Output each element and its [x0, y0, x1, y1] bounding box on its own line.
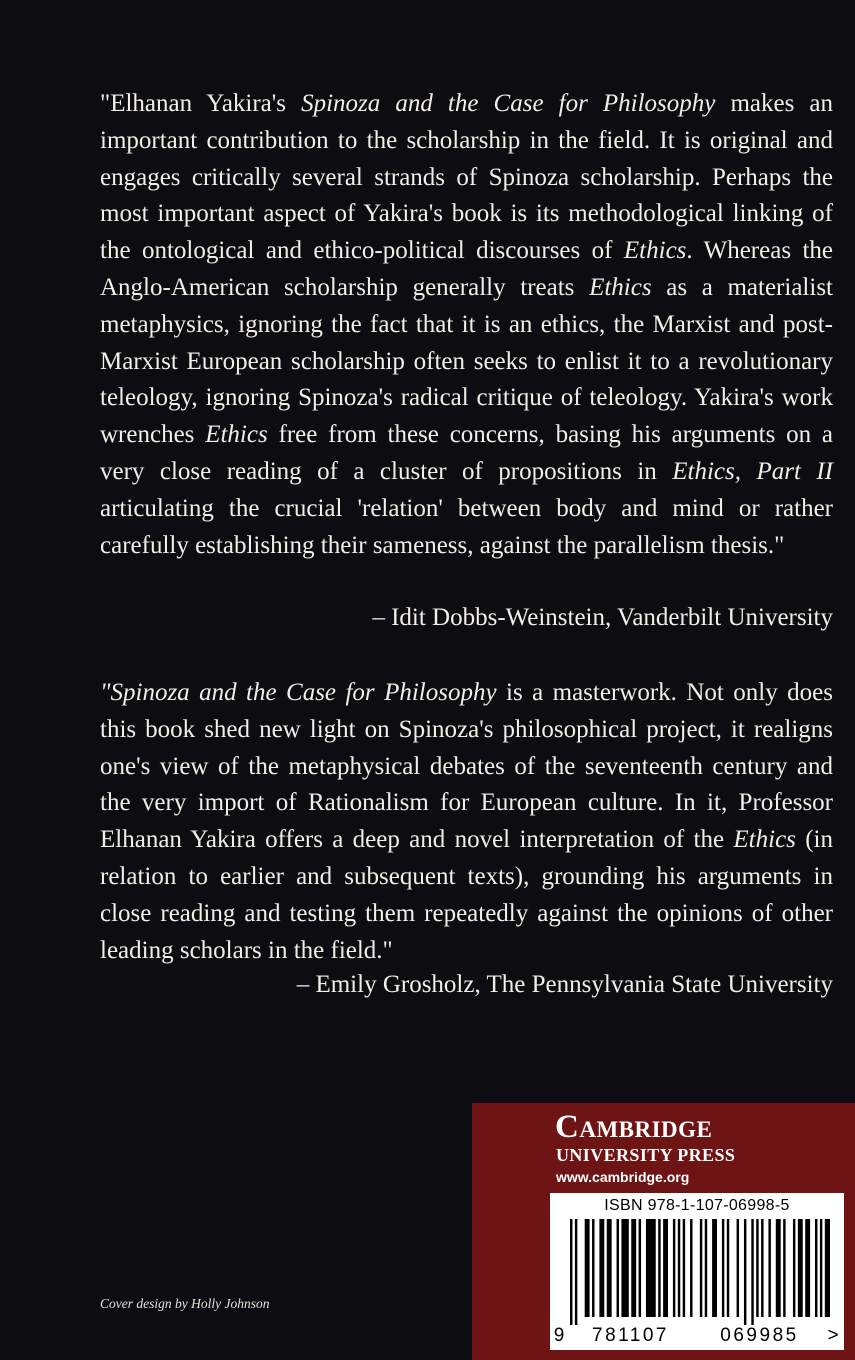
barcode-bar — [783, 1219, 785, 1317]
barcode-bar — [592, 1219, 594, 1317]
barcode-bar — [776, 1219, 781, 1317]
barcode-bar — [815, 1219, 817, 1317]
barcode-bar — [820, 1219, 822, 1317]
barcode-bar — [585, 1219, 590, 1317]
barcode-bar — [617, 1219, 619, 1317]
quote-text: as a materialist metaphysics, ignoring the fact that it is an ethics, the Marxist and post-Marxist European scholarship often seeks to enlist it to a revolutionary teleology, ignoring Spinoza's radical critique of teleology. Yakira's work wrenches — [100, 273, 833, 449]
italic-ethics: Ethics — [733, 826, 796, 854]
barcode-bar — [570, 1219, 572, 1325]
barcode-bar — [805, 1219, 810, 1317]
quote-1-attribution: – Idit Dobbs-Weinstein, Vanderbilt University — [372, 604, 833, 631]
review-quote-2 — [100, 675, 833, 969]
barcode-bar — [825, 1219, 830, 1317]
italic-ethics: Ethics — [205, 421, 268, 449]
barcode-bar — [756, 1219, 758, 1317]
barcode-group-left: 781107 — [592, 1325, 669, 1346]
barcode-bar — [631, 1219, 636, 1317]
barcode-bar — [673, 1219, 675, 1317]
barcode-arrow: > — [827, 1325, 839, 1346]
barcode-bar — [700, 1219, 702, 1317]
publisher-subtitle: UNIVERSITY PRESS — [556, 1145, 736, 1165]
barcode-bar — [646, 1219, 656, 1317]
barcode-bar — [639, 1219, 641, 1317]
cover-design-credit: Cover design by Holly Johnson — [100, 1296, 270, 1311]
barcode-bar — [727, 1219, 729, 1317]
barcode-bar — [690, 1219, 692, 1317]
barcode-bar — [722, 1219, 724, 1317]
barcode-bar — [705, 1219, 707, 1317]
barcode-bar — [575, 1219, 577, 1325]
barcode-bar — [793, 1219, 795, 1317]
barcode-bar — [751, 1219, 753, 1325]
barcode-bar — [599, 1219, 604, 1317]
quote-text: (in relation to earlier and subsequent texts), grounding his arguments in close reading and testing them repeatedly against the opinions of other leading scholars in the field." — [100, 826, 833, 964]
barcode-bar — [744, 1219, 746, 1325]
quote-text: is a masterwork. Not only does this book shed new light on Spinoza's philosophical project, it realigns one's view of the metaphysical debates of the seventeenth century and the very import of Rationalism for European culture. In it, Professor Elhanan Yakira offers a deep and novel interpretation of the — [100, 679, 833, 854]
book-title: "Spinoza and the Case for Philosophy — [100, 679, 497, 706]
barcode-bars — [564, 1219, 830, 1325]
quote-text: "Elhanan Yakira's — [100, 90, 302, 117]
barcode-bar — [798, 1219, 803, 1317]
quote-text: . Whereas the Anglo-American scholarship generally treats — [100, 237, 834, 301]
quote-text: articulating the crucial 'relation' between body and mind or rather carefully establishing their sameness, against the parallelism thesis." — [100, 494, 833, 559]
barcode-bar — [712, 1219, 717, 1317]
barcode-bar — [658, 1219, 660, 1317]
barcode-digits — [550, 1325, 844, 1347]
barcode-bar — [768, 1219, 770, 1317]
quote-2-attribution: – Emily Grosholz, The Pennsylvania State University — [296, 971, 833, 998]
barcode-bar — [621, 1219, 628, 1317]
quote-text: free from these concerns, basing his arguments on a very close reading of a cluster of propositions in — [100, 421, 833, 485]
italic-ethics-part: Ethics, Part II — [672, 457, 834, 485]
barcode-bar — [678, 1219, 680, 1317]
barcode-bar — [683, 1219, 685, 1317]
italic-ethics: Ethics — [623, 237, 687, 265]
barcode-group-right: 069985 — [720, 1325, 799, 1346]
italic-ethics: Ethics — [589, 273, 652, 301]
publisher-name: Cambridge — [555, 1109, 713, 1145]
barcode-bar — [607, 1219, 612, 1317]
quote-text: makes an important contribution to the scholarship in the field. It is original and engages critically several strands of Spinoza scholarship. Perhaps the most important aspect of Yakira's book is its methodological linking of the ontological and ethico-political discourses of — [100, 90, 833, 265]
isbn-label: ISBN 978-1-107-06998-5 — [604, 1197, 790, 1214]
review-quote-1 — [100, 86, 833, 564]
book-title: Spinoza and the Case for Philosophy — [301, 90, 716, 117]
barcode-bar — [737, 1219, 739, 1317]
barcode-first-digit: 9 — [553, 1325, 565, 1346]
barcode-bar — [761, 1219, 763, 1317]
barcode-bar — [663, 1219, 668, 1317]
publisher-url: www.cambridge.org — [556, 1169, 690, 1185]
publisher-panel — [472, 1103, 855, 1360]
barcode — [550, 1193, 844, 1350]
